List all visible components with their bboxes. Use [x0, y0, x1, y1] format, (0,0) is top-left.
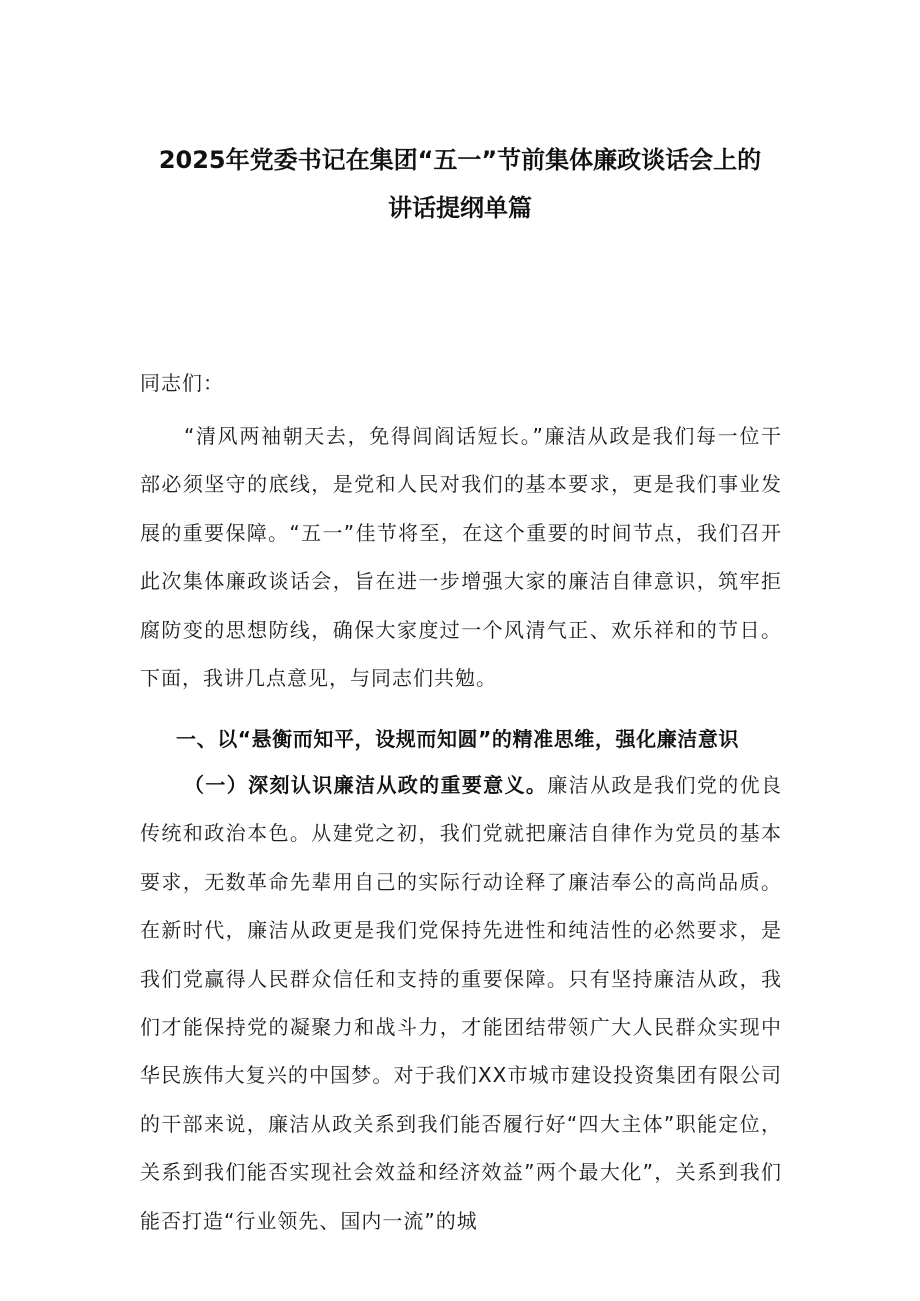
document-title-line-1: 2025年党委书记在集团“五一”节前集体廉政谈话会上的	[158, 146, 762, 174]
section-1-body: 廉洁从政是我们党的优良传统和政治本色。从建党之初，我们党就把廉洁自律作为党员的基本要求，无数革命先辈用自己的实际行动诠释了廉洁奉公的高尚品质。在新时代，廉洁从政更是我们党保持先进性和纯洁性的必然要求，是我们党赢得人民群众信任和支持的重要保障。只有坚持廉洁从政，我们才能保持党的凝聚力和战斗力，才能团结带领广大人民群众实现中华民族伟大复兴的中国梦。对于我们XX市城市建设投资集团有限公司的干部来说，廉洁从政关系到我们能否履行好“四大主体”职能定位，关系到我们能否实现社会效益和经济效益”两个最大化”，关系到我们能否打造“行业领先、国内一流”的城	[140, 773, 783, 1233]
salutation: 同志们：	[140, 371, 224, 395]
section-1-paragraph	[140, 761, 782, 1245]
intro-paragraph: “清风两袖朝天去，免得闾阎话短长。”廉洁从政是我们每一位干部必须坚守的底线，是党和人民对我们的基本要求，更是我们事业发展的重要保障。“五一”佳节将至，在这个重要的时间节点，我们召开此次集体廉政谈话会，旨在进一步增强大家的廉洁自律意识，筑牢拒腐防变的思想防线，确保大家度过一个风清气正、欢乐祥和的节日。下面，我讲几点意见，与同志们共勉。	[140, 424, 782, 691]
document-title-line-2: 讲话提纲单篇	[388, 194, 532, 222]
section-heading-1: 一、以“悬衡而知平，设规而知圆”的精准思维，强化廉洁意识	[176, 727, 740, 751]
section-1-lead: （一）深刻认识廉洁从政的重要意义。	[184, 773, 548, 797]
